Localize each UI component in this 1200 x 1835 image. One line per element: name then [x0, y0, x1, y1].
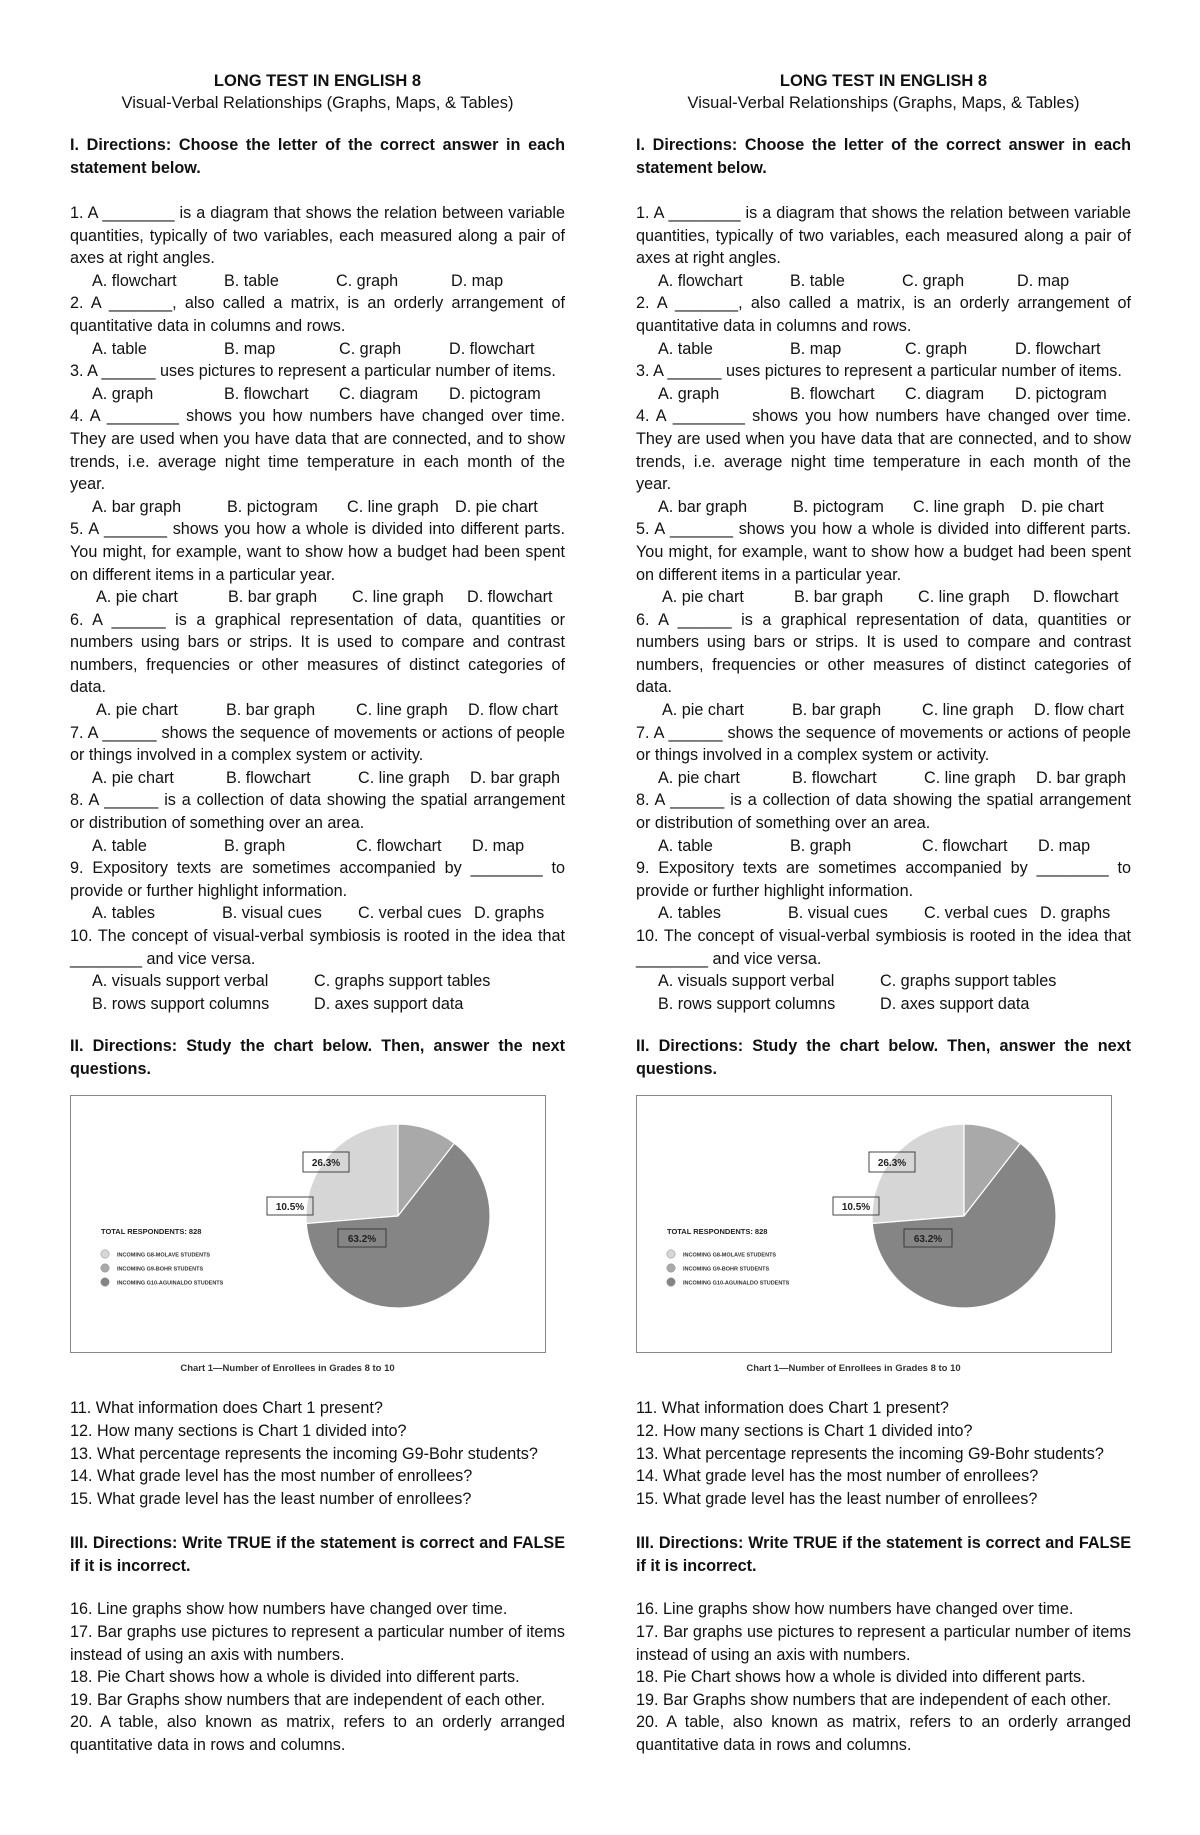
legend-swatch	[667, 1278, 675, 1286]
question-item: 11. What information does Chart 1 present?	[70, 1399, 383, 1418]
question-text: 8. A ______ is a collection of data showing the spatial arrangement or distribution of something over an area.	[70, 791, 565, 833]
question-text: 8. A ______ is a collection of data showing the spatial arrangement or distribution of something over an area.	[636, 791, 1131, 833]
choice-b: B. table	[224, 271, 279, 290]
question-item	[636, 609, 1131, 722]
choice-b: B. graph	[224, 836, 286, 855]
question-item	[70, 609, 565, 722]
question-text: 4. A ________ shows you how numbers have changed over time. They are used when you have data that are connected, and to show trends, i.e. average night time temperature in each month of the year.	[70, 407, 565, 494]
choice-d: D. flowchart	[467, 588, 553, 607]
legend-label: INCOMING G9-BOHR STUDENTS	[683, 1266, 770, 1273]
question-item	[70, 722, 565, 790]
question-text: 9. Expository texts are sometimes accompanied by ________ to provide or further highlight information.	[70, 859, 565, 900]
statement-item: 20. A table, also known as matrix, refers to an orderly arranged quantitative data in rows and columns.	[70, 1713, 565, 1754]
choice-b: B. rows support columns	[92, 994, 270, 1013]
question-text: 6. A ______ is a graphical representation of data, quantities or numbers using bars or strips. It is used to compare and contrast numbers, frequencies or other measures of distinct categories of data.	[70, 610, 565, 697]
test-copy-right	[636, 70, 1131, 1757]
choice-d: D. flowchart	[1015, 339, 1101, 358]
choice-c: C. line graph	[913, 497, 1005, 516]
choice-d: D. graphs	[1040, 904, 1111, 923]
question-item	[70, 925, 565, 1015]
question-item	[70, 857, 565, 925]
legend-label: INCOMING G10-AGUINALDO STUDENTS	[117, 1280, 224, 1287]
legend-swatch	[101, 1250, 109, 1258]
choice-a: A. pie chart	[662, 588, 744, 607]
choice-a: A. pie chart	[658, 768, 740, 787]
question-item	[636, 202, 1131, 292]
choice-row	[70, 835, 565, 858]
choice-row	[636, 902, 1131, 925]
question-item: 11. What information does Chart 1 present?	[636, 1399, 949, 1418]
section1-directions: I. Directions: Choose the letter of the correct answer in each statement below.	[70, 136, 565, 177]
question-text: 3. A ______ uses pictures to represent a particular number of items.	[636, 362, 1122, 381]
question-text: 5. A _______ shows you how a whole is divided into different parts. You might, for example, want to show how a budget had been spent on different items in a particular year.	[70, 520, 565, 584]
question-item: 15. What grade level has the least number of enrollees?	[70, 1489, 472, 1508]
choice-b: B. bar graph	[226, 701, 316, 720]
question-item: 13. What percentage represents the incoming G9-Bohr students?	[70, 1444, 538, 1463]
choice-row	[636, 586, 1131, 609]
slice-label: 10.5%	[275, 1202, 305, 1214]
choice-a: A. visuals support verbal	[92, 972, 269, 991]
legend-swatch	[667, 1250, 675, 1258]
section3-statements	[636, 1598, 1131, 1756]
page-subtitle: Visual-Verbal Relationships (Graphs, Maps, & Tables)	[121, 94, 514, 112]
choice-c: C. line graph	[356, 701, 448, 720]
choice-d: D. pictogram	[1015, 384, 1107, 403]
choice-c: C. line graph	[918, 588, 1010, 607]
choice-row	[636, 835, 1131, 858]
choice-b: B. visual cues	[222, 904, 322, 923]
choice-c: C. verbal cues	[924, 904, 1028, 923]
choice-b: B. table	[790, 271, 845, 290]
section3-directions: III. Directions: Write TRUE if the statement is correct and FALSE if it is incorrect.	[70, 1534, 565, 1576]
choice-d: D. pie chart	[455, 497, 538, 516]
page-title: LONG TEST IN ENGLISH 8	[213, 72, 422, 90]
pie-chart	[71, 1096, 544, 1351]
question-item	[70, 202, 565, 292]
choice-a: A. pie chart	[96, 701, 178, 720]
question-item	[636, 405, 1131, 518]
legend-label: INCOMING G8-MOLAVE STUDENTS	[117, 1252, 211, 1259]
question-text: 2. A _______, also called a matrix, is an orderly arrangement of quantitative data in columns and rows.	[636, 294, 1131, 335]
statement-item: 20. A table, also known as matrix, refers to an orderly arranged quantitative data in rows and columns.	[636, 1713, 1131, 1754]
choice-a: A. table	[658, 836, 713, 855]
question-item: 15. What grade level has the least number of enrollees?	[636, 1489, 1038, 1508]
choice-d: D. flow chart	[1034, 701, 1124, 720]
legend-swatch	[101, 1264, 109, 1272]
choice-d: D. axes support data	[880, 994, 1030, 1013]
choice-a: A. flowchart	[658, 271, 743, 290]
choice-c: C. graphs support tables	[314, 972, 491, 991]
choice-d: D. flowchart	[1033, 588, 1119, 607]
choice-a: A. flowchart	[92, 271, 177, 290]
choice-d: D. pictogram	[449, 384, 541, 403]
pie-chart	[637, 1096, 1110, 1351]
choice-grid	[636, 970, 1131, 1015]
choice-row	[70, 767, 565, 790]
question-item: 14. What grade level has the most number of enrollees?	[636, 1467, 1039, 1486]
question-item	[70, 405, 565, 518]
choice-c: C. graphs support tables	[880, 972, 1057, 991]
choice-c: C. graph	[902, 271, 965, 290]
section3-statements	[70, 1598, 565, 1756]
choice-b: B. flowchart	[792, 768, 877, 787]
question-item	[636, 292, 1131, 360]
choice-a: A. bar graph	[92, 497, 182, 516]
choice-a: A. graph	[92, 384, 154, 403]
choice-c: C. diagram	[339, 384, 419, 403]
question-item	[636, 789, 1131, 857]
choice-c: C. line graph	[924, 768, 1016, 787]
legend-label: INCOMING G8-MOLAVE STUDENTS	[683, 1252, 777, 1259]
section2-questions	[70, 1397, 565, 1510]
section1-items	[70, 202, 565, 1015]
choice-d: D. graphs	[474, 904, 545, 923]
choice-row	[636, 338, 1131, 361]
question-text: 1. A ________ is a diagram that shows the relation between variable quantities, typically of two variables, each measured along a pair of axes at right angles.	[70, 204, 565, 268]
statement-item: 16. Line graphs show how numbers have changed over time.	[636, 1600, 1074, 1619]
chart-caption: Chart 1—Number of Enrollees in Grades 8 to 10	[746, 1363, 961, 1375]
choice-grid	[70, 970, 565, 1015]
statement-item: 18. Pie Chart shows how a whole is divided into different parts.	[70, 1668, 520, 1687]
legend-swatch	[667, 1264, 675, 1272]
question-item	[636, 857, 1131, 925]
question-text: 7. A ______ shows the sequence of movements or actions of people or things involved in a complex system or activity.	[636, 723, 1131, 765]
choice-c: C. graph	[339, 339, 402, 358]
statement-item: 18. Pie Chart shows how a whole is divided into different parts.	[636, 1668, 1086, 1687]
choice-b: B. flowchart	[226, 768, 311, 787]
choice-d: D. map	[1038, 836, 1091, 855]
section2-questions	[636, 1397, 1131, 1510]
question-text: 1. A ________ is a diagram that shows the relation between variable quantities, typically of two variables, each measured along a pair of axes at right angles.	[636, 204, 1131, 268]
question-text: 2. A _______, also called a matrix, is an orderly arrangement of quantitative data in columns and rows.	[70, 294, 565, 335]
choice-row	[636, 270, 1131, 293]
choice-b: B. visual cues	[788, 904, 888, 923]
choice-a: A. pie chart	[92, 768, 174, 787]
legend-label: INCOMING G9-BOHR STUDENTS	[117, 1266, 204, 1273]
page-title: LONG TEST IN ENGLISH 8	[779, 72, 988, 90]
pie-chart-figure	[70, 1095, 546, 1353]
choice-d: D. bar graph	[1036, 768, 1126, 787]
choice-row	[70, 586, 565, 609]
choice-c: C. line graph	[358, 768, 450, 787]
choice-d: D. pie chart	[1021, 497, 1104, 516]
choice-a: A. pie chart	[662, 701, 744, 720]
chart-legend	[667, 1250, 790, 1287]
question-item	[636, 722, 1131, 790]
question-item	[70, 789, 565, 857]
section3-directions: III. Directions: Write TRUE if the statement is correct and FALSE if it is incorrect.	[636, 1534, 1131, 1576]
choice-a: A. pie chart	[96, 588, 178, 607]
choice-row	[636, 496, 1131, 519]
choice-c: C. flowchart	[922, 836, 1008, 855]
choice-b: B. flowchart	[224, 384, 309, 403]
pie-chart-figure	[636, 1095, 1112, 1353]
choice-c: C. flowchart	[356, 836, 442, 855]
question-text: 9. Expository texts are sometimes accompanied by ________ to provide or further highlight information.	[636, 859, 1131, 900]
chart-legend	[101, 1250, 224, 1287]
choice-a: A. table	[92, 836, 147, 855]
statement-item: 19. Bar Graphs show numbers that are independent of each other.	[636, 1690, 1112, 1709]
choice-row	[636, 383, 1131, 406]
choice-c: C. verbal cues	[358, 904, 462, 923]
statement-item: 19. Bar Graphs show numbers that are independent of each other.	[70, 1690, 546, 1709]
choice-a: A. tables	[92, 904, 155, 923]
choice-a: A. tables	[658, 904, 721, 923]
choice-b: B. flowchart	[790, 384, 875, 403]
choice-d: D. axes support data	[314, 994, 464, 1013]
choice-row	[70, 902, 565, 925]
choice-b: B. bar graph	[228, 588, 318, 607]
choice-c: C. diagram	[905, 384, 985, 403]
legend-label: INCOMING G10-AGUINALDO STUDENTS	[683, 1280, 790, 1287]
choice-a: A. table	[658, 339, 713, 358]
pie-slice	[872, 1124, 964, 1224]
slice-label: 63.2%	[913, 1234, 943, 1246]
choice-c: C. graph	[336, 271, 399, 290]
choice-b: B. pictogram	[227, 497, 318, 516]
question-item: 13. What percentage represents the incoming G9-Bohr students?	[636, 1444, 1104, 1463]
question-text: 3. A ______ uses pictures to represent a particular number of items.	[70, 362, 556, 381]
choice-b: B. graph	[790, 836, 852, 855]
question-item: 14. What grade level has the most number of enrollees?	[70, 1467, 473, 1486]
choice-row	[70, 338, 565, 361]
question-item: 12. How many sections is Chart 1 divided into?	[636, 1421, 973, 1440]
choice-b: B. bar graph	[792, 701, 882, 720]
choice-d: D. flow chart	[468, 701, 558, 720]
choice-c: C. line graph	[347, 497, 439, 516]
choice-b: B. bar graph	[794, 588, 884, 607]
choice-row	[636, 767, 1131, 790]
choice-a: A. bar graph	[658, 497, 748, 516]
question-item: 12. How many sections is Chart 1 divided into?	[70, 1421, 407, 1440]
choice-row	[70, 496, 565, 519]
chart-caption: Chart 1—Number of Enrollees in Grades 8 to 10	[180, 1363, 395, 1375]
choice-a: A. table	[92, 339, 147, 358]
question-text: 10. The concept of visual-verbal symbiosis is rooted in the idea that ________ and vice versa.	[70, 927, 565, 968]
question-item	[636, 925, 1131, 1015]
slice-label: 26.3%	[311, 1158, 341, 1170]
choice-d: D. map	[451, 271, 504, 290]
question-item	[636, 360, 1131, 405]
test-copy-left	[70, 70, 565, 1757]
statement-item: 17. Bar graphs use pictures to represent a particular number of items instead of using an axis with numbers.	[636, 1622, 1131, 1664]
pie-slice	[306, 1124, 398, 1224]
question-item	[70, 360, 565, 405]
question-item	[636, 518, 1131, 608]
question-text: 10. The concept of visual-verbal symbiosis is rooted in the idea that ________ and vice versa.	[636, 927, 1131, 968]
choice-d: D. map	[472, 836, 525, 855]
total-respondents-label: TOTAL RESPONDENTS: 828	[101, 1227, 202, 1237]
choice-b: B. rows support columns	[658, 994, 836, 1013]
choice-d: D. flowchart	[449, 339, 535, 358]
slice-label: 63.2%	[347, 1234, 377, 1246]
question-item	[70, 292, 565, 360]
choice-a: A. visuals support verbal	[658, 972, 835, 991]
statement-item: 16. Line graphs show how numbers have changed over time.	[70, 1600, 508, 1619]
question-text: 4. A ________ shows you how numbers have changed over time. They are used when you have data that are connected, and to show trends, i.e. average night time temperature in each month of the year.	[636, 407, 1131, 494]
choice-d: D. bar graph	[470, 768, 560, 787]
choice-c: C. line graph	[352, 588, 444, 607]
choice-row	[636, 699, 1131, 722]
legend-swatch	[101, 1278, 109, 1286]
question-text: 6. A ______ is a graphical representation of data, quantities or numbers using bars or strips. It is used to compare and contrast numbers, frequencies or other measures of distinct categories of data.	[636, 610, 1131, 697]
slice-label: 26.3%	[877, 1158, 907, 1170]
choice-row	[70, 699, 565, 722]
statement-item: 17. Bar graphs use pictures to represent a particular number of items instead of using an axis with numbers.	[70, 1622, 565, 1664]
section2-directions: II. Directions: Study the chart below. Then, answer the next questions.	[70, 1037, 565, 1079]
question-item	[70, 518, 565, 608]
page-subtitle: Visual-Verbal Relationships (Graphs, Maps, & Tables)	[687, 94, 1080, 112]
section1-directions: I. Directions: Choose the letter of the correct answer in each statement below.	[636, 136, 1131, 177]
choice-d: D. map	[1017, 271, 1070, 290]
choice-row	[70, 270, 565, 293]
choice-a: A. graph	[658, 384, 720, 403]
question-text: 5. A _______ shows you how a whole is divided into different parts. You might, for example, want to show how a budget had been spent on different items in a particular year.	[636, 520, 1131, 584]
total-respondents-label: TOTAL RESPONDENTS: 828	[667, 1227, 768, 1237]
choice-c: C. line graph	[922, 701, 1014, 720]
choice-row	[70, 383, 565, 406]
choice-c: C. graph	[905, 339, 968, 358]
section2-directions: II. Directions: Study the chart below. Then, answer the next questions.	[636, 1037, 1131, 1079]
choice-b: B. map	[224, 339, 276, 358]
slice-label: 10.5%	[841, 1202, 871, 1214]
choice-b: B. pictogram	[793, 497, 884, 516]
question-text: 7. A ______ shows the sequence of movements or actions of people or things involved in a complex system or activity.	[70, 723, 565, 765]
section1-items	[636, 202, 1131, 1015]
choice-b: B. map	[790, 339, 842, 358]
